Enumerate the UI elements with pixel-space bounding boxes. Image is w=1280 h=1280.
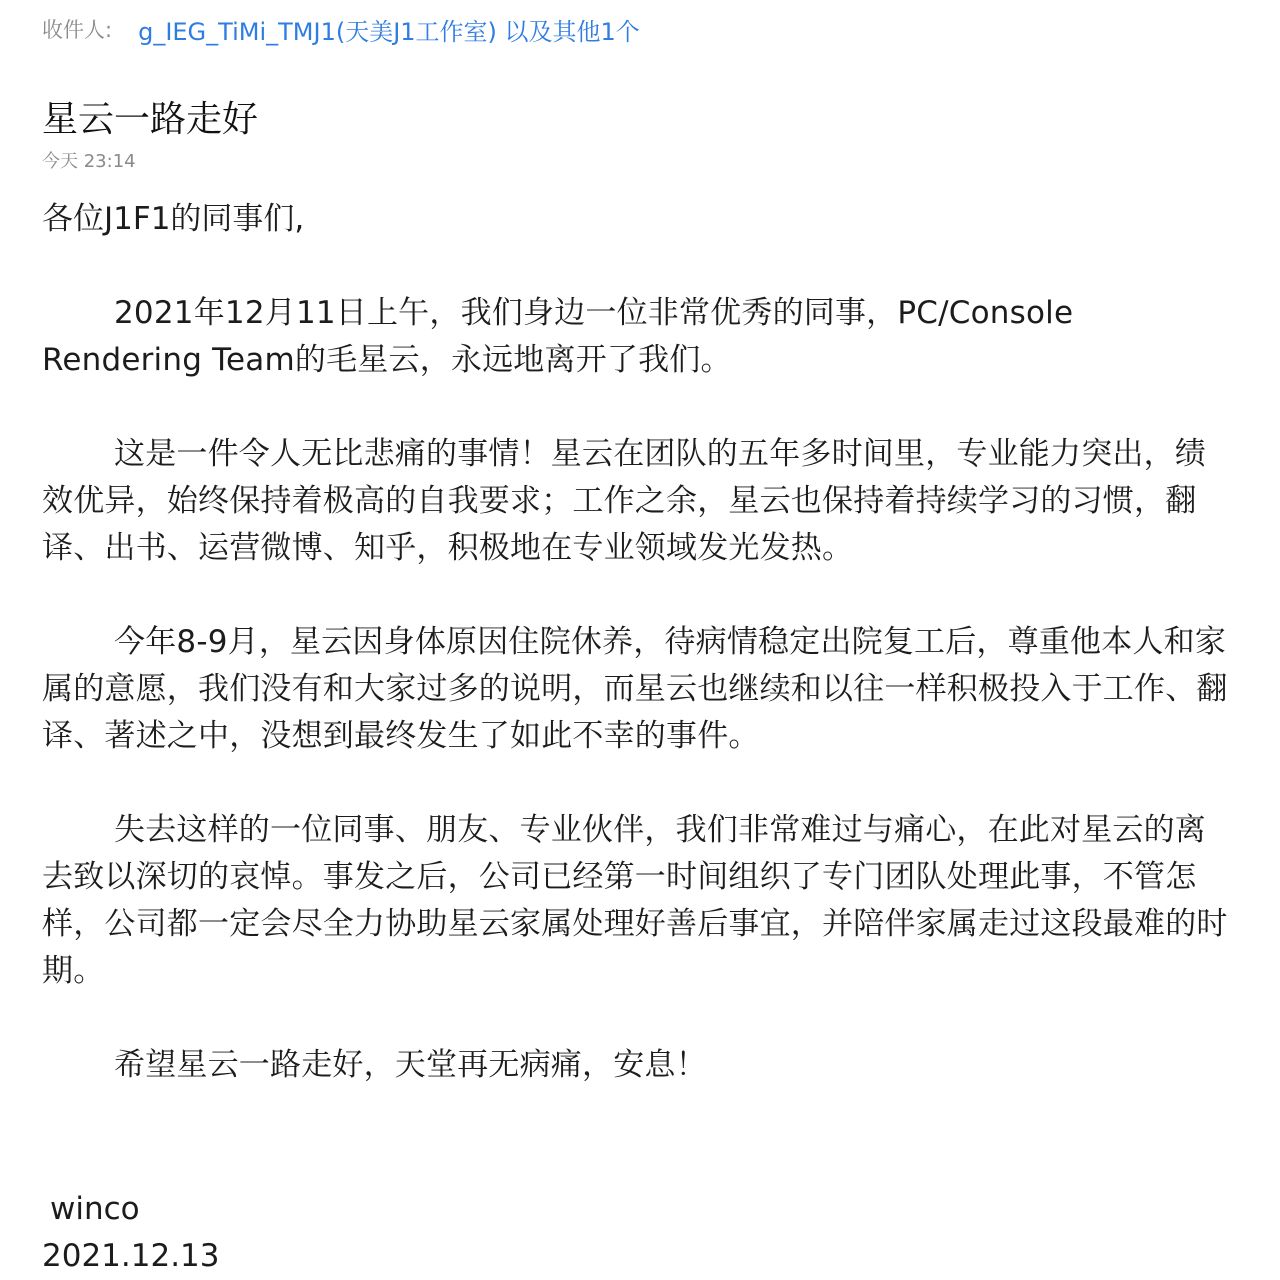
email-timestamp: 今天 23:14 (42, 151, 136, 172)
email-paragraph: 2021年12月11日上午，我们身边一位非常优秀的同事，PC/Console Rendering Team的毛星云，永远地离开了我们。 (42, 295, 1074, 378)
recipients-label: 收件人: (42, 18, 113, 42)
recipients-link[interactable]: g_IEG_TiMi_TMJ1(天美J1工作室) 以及其他1个 (138, 17, 640, 46)
email-greeting: 各位J1F1的同事们, (42, 201, 305, 237)
email-paragraph: 希望星云一路走好，天堂再无病痛，安息！ (114, 1047, 707, 1083)
email-body (42, 196, 1232, 1136)
email-paragraph: 这是一件令人无比悲痛的事情！星云在团队的五年多时间里，专业能力突出，绩效优异，始终保持着极高的自我要求；工作之余，星云也保持着持续学习的习惯，翻译、出书、运营微博、知乎，积极地在专业领域发光发热。 (42, 436, 1206, 566)
recipients-row (42, 12, 640, 46)
email-subject: 星云一路走好 (42, 99, 259, 140)
email-paragraph: 今年8-9月，星云因身体原因住院休养，待病情稳定出院复工后，尊重他本人和家属的意愿，我们没有和大家过多的说明，而星云也继续和以往一样积极投入于工作、翻译、著述之中，没想到最终发生了如此不幸的事件。 (42, 624, 1228, 754)
signature-name: winco (50, 1191, 140, 1227)
email-paragraph: 失去这样的一位同事、朋友、专业伙伴，我们非常难过与痛心，在此对星云的离去致以深切的哀悼。事发之后，公司已经第一时间组织了专门团队处理此事，不管怎样，公司都一定会尽全力协助星云家属处理好善后事宜，并陪伴家属走过这段最难的时期。 (42, 812, 1228, 989)
email-signature (42, 1186, 220, 1280)
signature-date: 2021.12.13 (42, 1238, 220, 1274)
